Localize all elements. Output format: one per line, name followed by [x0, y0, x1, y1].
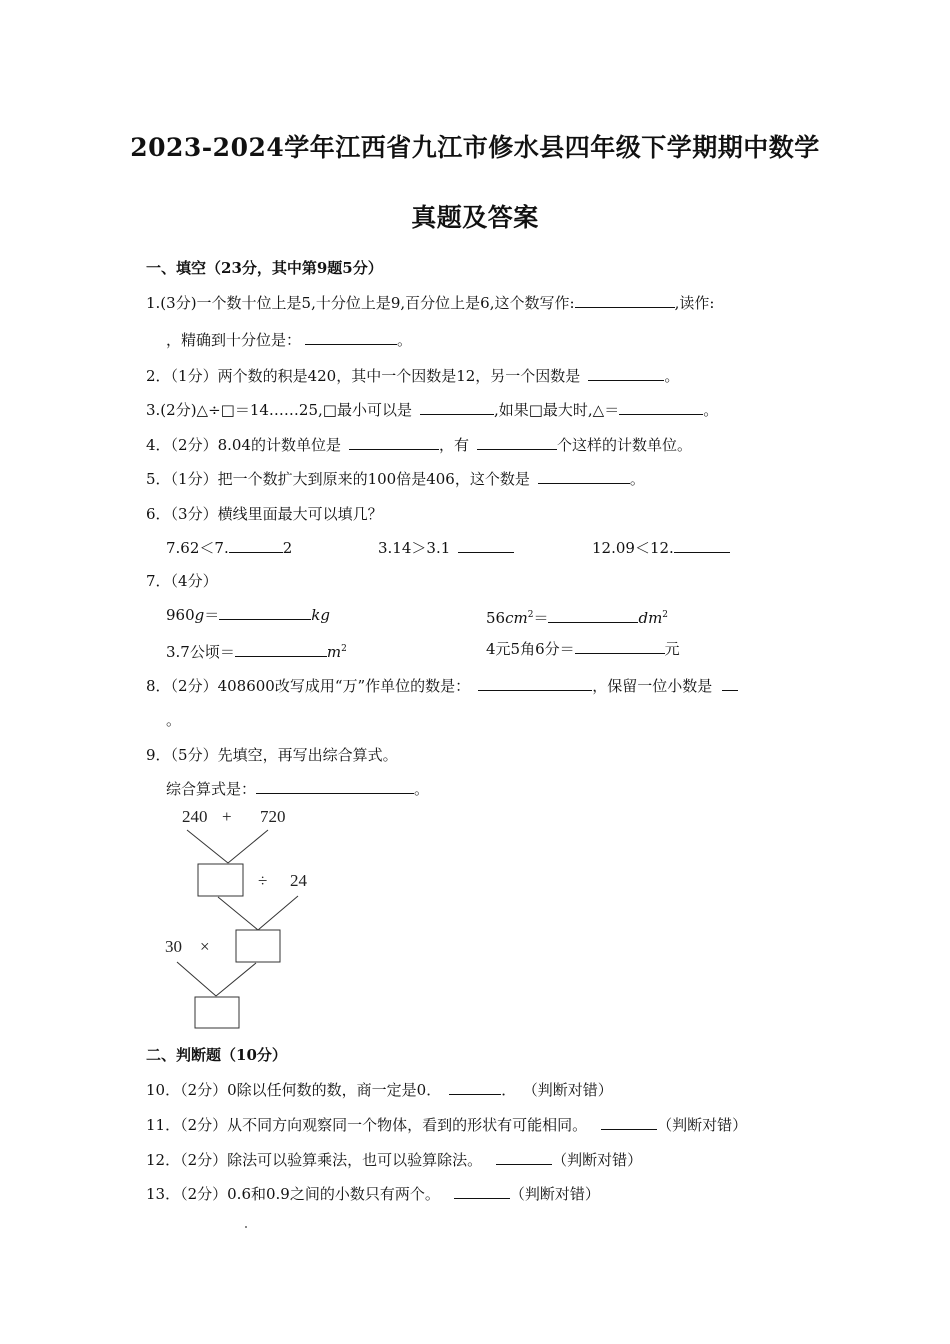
diagram-times: ×: [200, 937, 210, 956]
diagram-24: 24: [290, 871, 307, 890]
q3-text: 3.(2分)△÷□＝14……25,□最小可以是: [146, 401, 412, 419]
q6-item-1-suffix: 2: [282, 539, 293, 557]
q3-end: 。: [703, 401, 719, 419]
question-7: 7．（4分）: [146, 572, 218, 590]
q7-item-2-unit-b: dm: [638, 609, 663, 627]
q7-blank-1[interactable]: [219, 605, 311, 620]
q1-text: 1.(3分)一个数十位上是5,十分位上是9,百分位上是6,这个数写作:: [146, 294, 575, 312]
q7-item-3-sq: 2: [341, 644, 347, 654]
q7-blank-4[interactable]: [575, 639, 665, 654]
diagram-divide: ÷: [258, 871, 268, 890]
question-2: [146, 366, 679, 386]
q7-item-3-prefix: 3.7公顷＝: [166, 643, 235, 661]
document-title-line2: 真题及答案: [411, 203, 539, 232]
q2-text: 2．（1分）两个数的积是420，其中一个因数是12，另一个因数是: [146, 367, 581, 385]
diagram-box-sum[interactable]: [198, 864, 243, 896]
q9-formula: [166, 779, 429, 799]
question-12: [146, 1150, 642, 1170]
q8-end: 。: [166, 711, 182, 729]
q12-text: 12．（2分）除法可以验算乘法，也可以验算除法。: [146, 1151, 483, 1169]
question-5: [146, 469, 645, 489]
q3-blank-min[interactable]: [420, 400, 494, 415]
q7-item-2-sq: 2: [527, 610, 534, 620]
q8-blank-round[interactable]: [722, 676, 738, 691]
q6-item-1: [166, 538, 292, 558]
q6-item-1-prefix: 7.62＜7.: [166, 539, 229, 557]
q6-item-3: [592, 538, 730, 558]
q12-blank[interactable]: [496, 1150, 552, 1165]
stray-dot: [245, 1226, 247, 1228]
question-6: 6．（3分）横线里面最大可以填几？: [146, 505, 383, 523]
q6-blank-1[interactable]: [229, 538, 283, 553]
q7-item-1: [166, 605, 330, 625]
q7-item-2-unit-a: cm: [505, 609, 528, 627]
document-title-line1: 2023-2024学年江西省九江市修水县四年级下学期期中数学: [130, 133, 820, 162]
q5-end: 。: [629, 470, 645, 488]
q6-blank-2[interactable]: [458, 538, 514, 553]
q7-item-2-eq: ＝: [533, 609, 549, 627]
q7-item-2-sq-b: 2: [662, 610, 669, 620]
q7-item-2: [486, 605, 668, 628]
q7-item-2-prefix: 56: [486, 609, 506, 627]
q6-blank-3[interactable]: [674, 538, 730, 553]
question-1-cont: [166, 330, 412, 350]
q7-item-3-unit: m: [326, 643, 342, 661]
question-10: [146, 1080, 613, 1100]
q7-item-3: [166, 639, 347, 662]
q1-end: 。: [397, 331, 413, 349]
q13-blank[interactable]: [454, 1184, 510, 1199]
q13-hint: （判断对错）: [509, 1185, 600, 1203]
question-8: [146, 676, 738, 696]
q3-text-b: ,如果□最大时,△＝: [493, 401, 620, 419]
q11-blank[interactable]: [601, 1115, 657, 1130]
q7-item-1-unit-b: kg: [311, 606, 330, 624]
q5-blank[interactable]: [538, 469, 630, 484]
diagram-plus: +: [222, 807, 232, 826]
q1-read-label: ,读作:: [674, 294, 715, 312]
q7-blank-3[interactable]: [235, 642, 327, 657]
q10-text: 10．（2分）0除以任何数的数，商一定是0．: [146, 1081, 442, 1099]
q6-item-3-prefix: 12.09＜12.: [592, 539, 674, 557]
question-4: [146, 435, 692, 455]
q8-text: 8．（2分）408600改写成用“万”作单位的数是：: [146, 677, 471, 695]
q10-mid: ．: [501, 1081, 517, 1099]
section2-heading: 二、判断题（10分）: [146, 1046, 287, 1064]
section1-heading: 一、填空（23分，其中第9题5分）: [146, 259, 383, 277]
q7-item-4-prefix: 4元5角6分＝: [486, 640, 575, 658]
q9-end: 。: [414, 780, 430, 798]
q10-blank[interactable]: [449, 1080, 501, 1095]
q4-text: 4．（2分）8.04的计数单位是: [146, 436, 341, 454]
q11-hint: （判断对错）: [657, 1116, 748, 1134]
q12-hint: （判断对错）: [552, 1151, 643, 1169]
q4-blank-count[interactable]: [477, 435, 557, 450]
q11-text: 11．（2分）从不同方向观察同一个物体，看到的形状有可能相同。: [146, 1116, 588, 1134]
question-3: [146, 400, 718, 420]
q6-item-2: [378, 538, 514, 558]
question-11: [146, 1115, 747, 1135]
q6-item-2-prefix: 3.14＞3.1: [378, 539, 451, 557]
question-1: [146, 293, 714, 313]
q8-blank-wan[interactable]: [478, 676, 592, 691]
q13-text: 13．（2分）0.6和0.9之间的小数只有两个。: [146, 1185, 440, 1203]
diagram-720: 720: [260, 807, 286, 826]
q9-formula-label: 综合算式是：: [166, 780, 257, 798]
question-13: [146, 1184, 600, 1204]
q3-blank-triangle[interactable]: [619, 400, 703, 415]
q7-item-1-eq: ＝: [204, 606, 220, 624]
q4-text-b: ，有: [439, 436, 470, 454]
question-9: 9．（5分）先填空，再写出综合算式。: [146, 746, 398, 764]
diagram-240: 240: [182, 807, 208, 826]
q7-item-4: [486, 639, 680, 659]
q10-hint: （判断对错）: [530, 1081, 613, 1099]
q1-blank-write[interactable]: [575, 293, 675, 308]
q4-blank-unit[interactable]: [349, 435, 439, 450]
q7-blank-2[interactable]: [548, 608, 638, 623]
q7-item-1-prefix: 960: [166, 606, 195, 624]
q2-end: 。: [664, 367, 680, 385]
diagram-box-quotient[interactable]: [236, 930, 280, 962]
q4-text-c: 个这样的计数单位。: [557, 436, 693, 454]
q9-blank-formula[interactable]: [256, 779, 414, 794]
q5-text: 5．（1分）把一个数扩大到原来的100倍是406，这个数是: [146, 470, 530, 488]
diagram-box-product[interactable]: [195, 997, 239, 1028]
q8-text-b: ，保留一位小数是: [592, 677, 713, 695]
diagram-30: 30: [165, 937, 182, 956]
q1-round-label: ，精确到十分位是：: [166, 331, 302, 349]
q7-item-1-unit-a: g: [194, 606, 205, 624]
q2-blank[interactable]: [588, 366, 664, 381]
q7-item-4-unit: 元: [664, 640, 680, 658]
q1-blank-round[interactable]: [305, 330, 397, 345]
calculation-tree-diagram: [160, 800, 360, 1040]
